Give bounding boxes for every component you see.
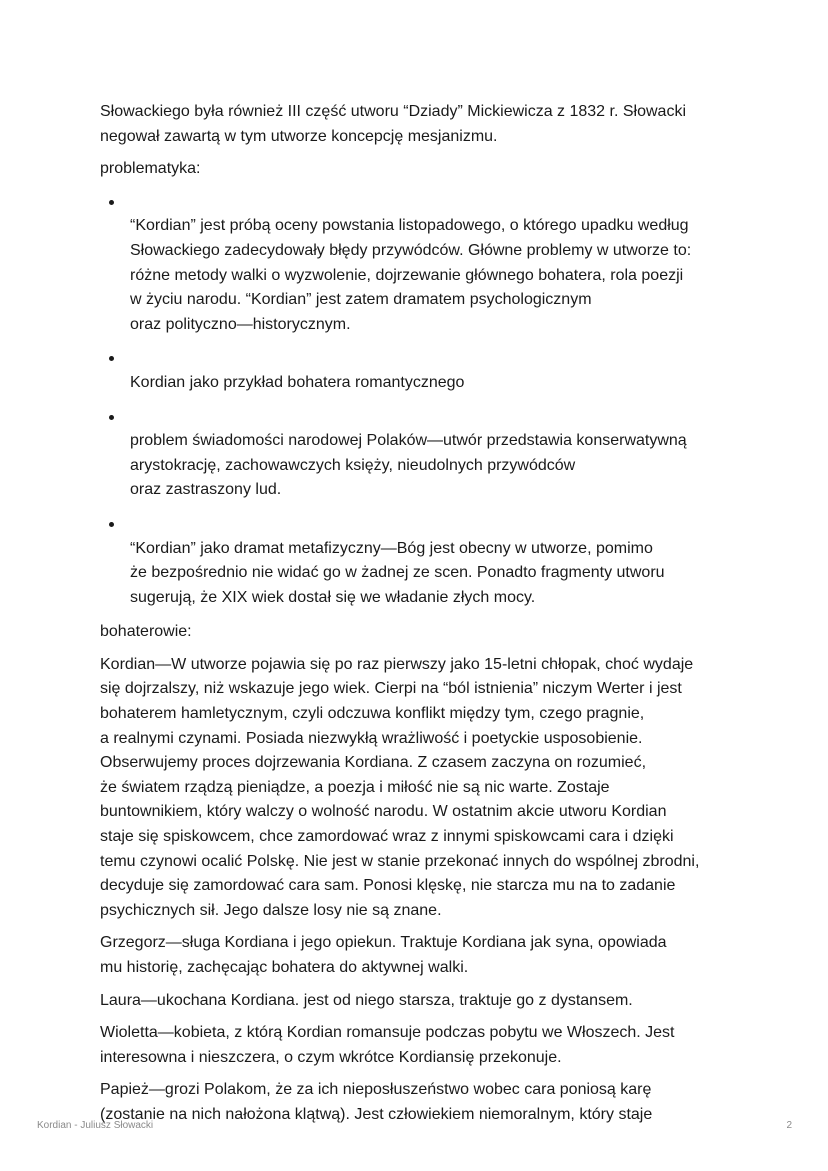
list-item-text: “Kordian” jako dramat metafizyczny—Bóg jest obecny w utworze, pomimo że bezpośrednio nie widać go w żadnej ze scen. Ponadto fragmenty utworu sugerują, że XIX wiek dostał się we władanie złych mocy. <box>130 539 665 606</box>
footer-page-number: 2 <box>786 1120 792 1131</box>
list-item <box>100 405 728 503</box>
character-papiez: Papież—grozi Polakom, że za ich nieposłuszeństwo wobec cara poniosą karę (zostanie na nich nałożona klątwą). Jest człowiekiem niemoralnym, który staje <box>100 1081 653 1123</box>
footer-document-title: Kordian - Juliusz Słowacki <box>37 1120 154 1131</box>
list-item <box>100 190 728 338</box>
list-item-text: Kordian jako przykład bohatera romantycznego <box>130 373 465 391</box>
bullet-icon <box>109 415 114 420</box>
document-body <box>100 100 728 1136</box>
problematyka-heading: problematyka: <box>100 160 201 178</box>
character-wioletta: Wioletta—kobieta, z którą Kordian romansuje podczas pobytu we Włoszech. Jest interesowna i nieszczera, o czym wkrótce Kordiansię przekonuje. <box>100 1024 675 1066</box>
intro-paragraph: Słowackiego była również III część utworu “Dziady” Mickiewicza z 1832 r. Słowacki negował zawartą w tym utworze koncepcję mesjanizmu. <box>100 103 686 145</box>
bullet-icon <box>109 200 114 205</box>
problematyka-list <box>100 190 728 611</box>
list-item <box>100 346 728 395</box>
bullet-icon <box>109 522 114 527</box>
list-item <box>100 512 728 610</box>
list-item-text: “Kordian” jest próbą oceny powstania listopadowego, o którego upadku według Słowackiego zadecydowały błędy przywódców. Główne problemy w utworze to: różne metody walki o wyzwolenie, dojrzewanie głównego bohatera, rola poezji w życiu narodu. “Kordian” jest zatem dramatem psychologicznym oraz polityczno—historycznym. <box>130 217 692 333</box>
bullet-icon <box>109 356 114 361</box>
bohaterowie-heading: bohaterowie: <box>100 623 192 641</box>
character-grzegorz: Grzegorz—sługa Kordiana i jego opiekun. Traktuje Kordiana jak syna, opowiada mu historię, zachęcając bohatera do aktywnej walki. <box>100 934 667 976</box>
character-kordian: Kordian—W utworze pojawia się po raz pierwszy jako 15-letni chłopak, choć wydaje się dojrzalszy, niż wskazuje jego wiek. Cierpi na “ból istnienia” niczym Werter i jest bohaterem hamletycznym, czyli odczuwa konflikt między tym, czego pragnie, a realnymi czynami. Posiada niezwykłą wrażliwość i poetyckie usposobienie. Obserwujemy proces dojrzewania Kordiana. Z czasem zaczyna on rozumieć, że światem rządzą pieniądze, a poezja i miłość nie są nic warte. Zostaje buntownikiem, który walczy o wolność narodu. W ostatnim akcie utworu Kordian staje się spiskowcem, chce zamordować wraz z innymi spiskowcami cara i dzięki temu czynowi ocalić Polskę. Nie jest w stanie przekonać innych do wspólnej zbrodni, decyduje się zamordować cara sam. Ponosi klęskę, nie starcza mu na to zadanie psychicznych sił. Jego dalsze losy nie są znane. <box>100 655 700 919</box>
character-laura: Laura—ukochana Kordiana. jest od niego starsza, traktuje go z dystansem. <box>100 991 633 1009</box>
list-item-text: problem świadomości narodowej Polaków—utwór przedstawia konserwatywną arystokrację, zachowawczych księży, nieudolnych przywódców oraz zastraszony lud. <box>130 432 687 499</box>
